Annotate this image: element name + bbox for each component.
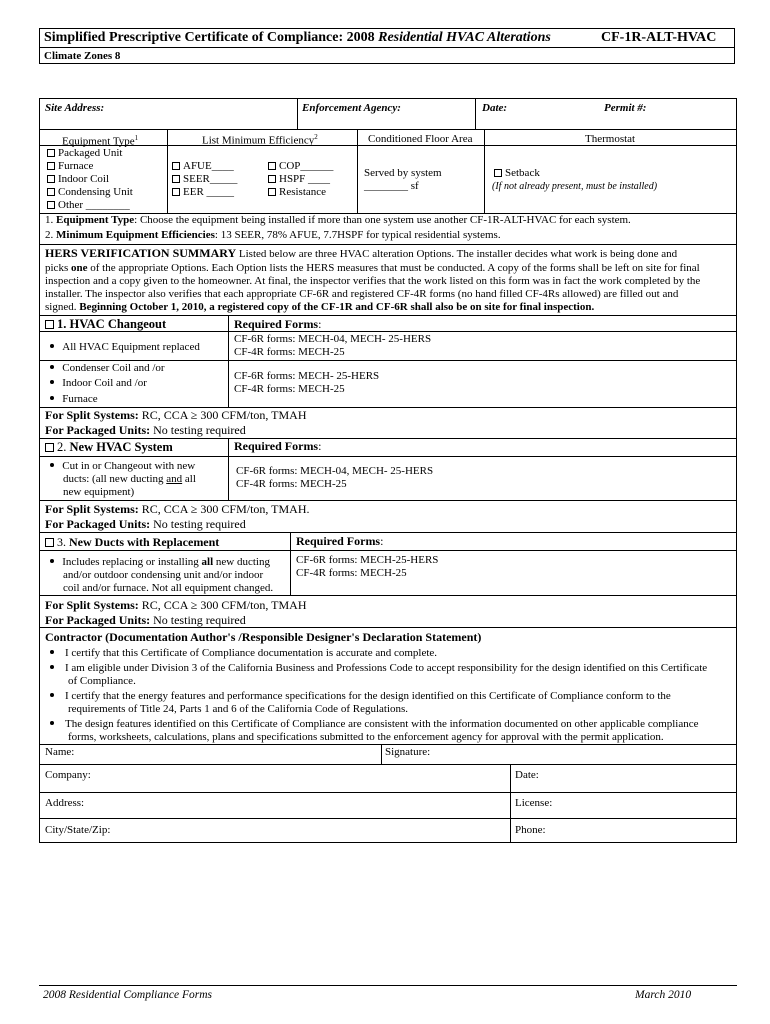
option-2-cf4r: CF-4R forms: MECH-25 [236, 478, 347, 490]
note-2: 2. Minimum Equipment Efficiencies: 13 SEER, 78% AFUE, 7.7HSPF for typical residential systems. [45, 229, 501, 241]
option-3-title[interactable]: 3. New Ducts with Replacement [45, 535, 219, 549]
option-1-row-b-2: Indoor Coil and /or [50, 377, 147, 390]
option-3-cf6r: CF-6R forms: MECH-25-HERS [296, 554, 439, 566]
page-title: Simplified Prescriptive Certificate of Compliance: 2008 Residential HVAC Alterations [44, 30, 551, 45]
hers-line-5: signed. Beginning October 1, 2010, a registered copy of the CF-1R and CF-6R shall also be on site for final inspection. [45, 301, 595, 313]
checkbox[interactable] [47, 188, 55, 196]
hers-heading: HERS VERIFICATION SUMMARY [45, 246, 237, 260]
footer-rule [39, 985, 737, 986]
option-1-row-b-3: Furnace [50, 393, 98, 406]
hers-line-1: HERS VERIFICATION SUMMARY Listed below are three HVAC alteration Options. The installer decides what work is being done and [45, 246, 678, 260]
contractor-heading: Contractor (Documentation Author's /Responsible Designer's Declaration Statement) [45, 630, 482, 644]
enforcement-agency-label: Enforcement Agency: [302, 102, 401, 114]
option-1-packaged: For Packaged Units: No testing required [45, 423, 246, 437]
form-id: CF-1R-ALT-HVAC [601, 30, 717, 45]
served-sf[interactable]: ________ sf [364, 180, 419, 192]
option-2-split: For Split Systems: RC, CCA ≥ 300 CFM/ton, TMAH. [45, 502, 310, 516]
signature-field[interactable]: Signature: [385, 746, 431, 758]
option-1-required-forms: Required Forms: [234, 317, 322, 331]
option-1-row-b-cf6r: CF-6R forms: MECH- 25-HERS [234, 370, 380, 382]
option-3-cf4r: CF-4R forms: MECH-25 [296, 567, 407, 579]
equip-packaged-unit[interactable]: Packaged Unit [47, 147, 122, 160]
hers-line-2: picks one of the appropriate Options. Each Option lists the HERS measures that must be conducted. A copy of the forms shall be left on site for final [45, 262, 700, 274]
site-address-label: Site Address: [45, 102, 105, 114]
setback-note: (If not already present, must be installed) [492, 181, 658, 192]
city-state-zip-field[interactable]: City/State/Zip: [45, 824, 111, 836]
min-efficiency-header: List Minimum Efficiency$^2$ [202, 133, 318, 147]
checkbox[interactable] [268, 162, 276, 170]
option-2-desc-1: Cut in or Changeout with new [50, 460, 195, 473]
option-3-packaged: For Packaged Units: No testing required [45, 613, 246, 627]
option-3-desc-3: coil and/or furnace. Not all equipment changed. [63, 582, 274, 594]
option-1-row-b-1: Condenser Coil and /or [50, 362, 165, 375]
address-field[interactable]: Address: [45, 797, 85, 809]
permit-label: Permit #: [604, 102, 647, 114]
bullet [50, 463, 54, 467]
date-label: Date: [482, 102, 508, 114]
declaration-bullet-3: I certify that the energy features and performance specifications for the design identified on this Certificate of Compliance conform to the [50, 690, 671, 703]
checkbox[interactable] [172, 175, 180, 183]
checkbox[interactable] [47, 162, 55, 170]
bullet [50, 365, 54, 369]
checkbox[interactable] [494, 169, 502, 177]
hers-line-4: installer. The inspector also verifies that each appropriate CF-6R and registered CF-4R forms (no hand filled CF-4Rs allowed) are filled out and [45, 288, 679, 300]
option-2-packaged: For Packaged Units: No testing required [45, 517, 246, 531]
option-1-row-a: All HVAC Equipment replaced [50, 341, 200, 354]
declaration-bullet-3b: requirements of Title 24, Parts 1 and 6 of the California Code of Regulations. [68, 703, 409, 715]
checkbox[interactable] [47, 175, 55, 183]
option-1-row-a-cf4r: CF-4R forms: MECH-25 [234, 346, 345, 358]
checkbox[interactable] [45, 320, 54, 329]
bullet [50, 380, 54, 384]
served-by-system: Served by system [364, 167, 442, 179]
note-1: 1. Equipment Type: Choose the equipment being installed if more than one system use another CF-1R-ALT-HVAC for each system. [45, 214, 631, 226]
equip-furnace[interactable]: Furnace [47, 160, 93, 173]
climate-zone: Climate Zones 8 [44, 50, 121, 62]
option-2-title[interactable]: 2. New HVAC System [45, 440, 173, 454]
equip-indoor-coil[interactable]: Indoor Coil [47, 173, 109, 186]
hers-line-3: inspection and a copy given to the homeowner. At final, the inspector verifies that the work listed on this form was in fact the work completed by the [45, 275, 701, 287]
eff-hspf[interactable]: HSPF ____ [268, 173, 330, 186]
option-1-row-b-cf4r: CF-4R forms: MECH-25 [234, 383, 345, 395]
footer-left: 2008 Residential Compliance Forms [43, 989, 212, 1001]
checkbox[interactable] [47, 201, 55, 209]
declaration-bullet-1: I certify that this Certificate of Compliance documentation is accurate and complete. [50, 647, 437, 660]
bullet [50, 396, 54, 400]
checkbox[interactable] [268, 188, 276, 196]
option-2-desc-2: ducts: (all new ducting and all [63, 473, 196, 485]
thermostat-setback[interactable]: Setback [494, 167, 540, 180]
bullet [50, 693, 54, 697]
equip-other[interactable]: Other ________ [47, 199, 130, 212]
bullet [50, 650, 54, 654]
header-divider [39, 47, 735, 48]
declaration-bullet-4b: forms, worksheets, calculations, plans and specifications submitted to the enforcement agency for approval with the permit application. [68, 731, 664, 743]
declaration-bullet-2: I am eligible under Division 3 of the California Business and Professions Code to accept responsibility for the design identified on this Certificate [50, 662, 707, 675]
option-3-split: For Split Systems: RC, CCA ≥ 300 CFM/ton, TMAH [45, 598, 307, 612]
eff-afue[interactable]: AFUE____ [172, 160, 234, 173]
checkbox[interactable] [172, 188, 180, 196]
company-field[interactable]: Company: [45, 769, 91, 781]
license-field[interactable]: License: [515, 797, 553, 809]
sign-date-field[interactable]: Date: [515, 769, 539, 781]
eff-resistance[interactable]: Resistance [268, 186, 326, 199]
declaration-bullet-2b: of Compliance. [68, 675, 136, 687]
option-2-required-forms: Required Forms: [234, 439, 322, 453]
declaration-bullet-4: The design features identified on this Certificate of Compliance are consistent with the information documented on other applicable compliance [50, 718, 699, 731]
checkbox[interactable] [47, 149, 55, 157]
option-1-title[interactable]: 1. HVAC Changeout [45, 317, 166, 331]
bullet [50, 721, 54, 725]
option-1-row-a-cf6r: CF-6R forms: MECH-04, MECH- 25-HERS [234, 333, 432, 345]
bullet [50, 665, 54, 669]
bullet [50, 559, 54, 563]
phone-field[interactable]: Phone: [515, 824, 546, 836]
option-2-desc-3: new equipment) [63, 486, 135, 498]
footer-right: March 2010 [635, 989, 692, 1001]
bullet [50, 344, 54, 348]
checkbox[interactable] [45, 538, 54, 547]
checkbox[interactable] [268, 175, 276, 183]
option-3-desc-2: and/or outdoor condensing unit and/or indoor [63, 569, 264, 581]
equipment-type-header: Equipment Type$^1$ [62, 134, 139, 148]
name-field[interactable]: Name: [45, 746, 75, 758]
option-1-split: For Split Systems: RC, CCA ≥ 300 CFM/ton, TMAH [45, 408, 307, 422]
checkbox[interactable] [172, 162, 180, 170]
eff-cop[interactable]: COP______ [268, 160, 333, 173]
option-2-cf6r: CF-6R forms: MECH-04, MECH- 25-HERS [236, 465, 434, 477]
thermostat-header: Thermostat [585, 133, 636, 145]
eff-seer[interactable]: SEER_____ [172, 173, 237, 186]
checkbox[interactable] [45, 443, 54, 452]
floor-area-header: Conditioned Floor Area [368, 133, 473, 145]
eff-eer[interactable]: EER _____ [172, 186, 234, 199]
option-3-required-forms: Required Forms: [296, 534, 384, 548]
option-3-desc-1: Includes replacing or installing all new ducting [50, 556, 270, 569]
equip-condensing-unit[interactable]: Condensing Unit [47, 186, 133, 199]
